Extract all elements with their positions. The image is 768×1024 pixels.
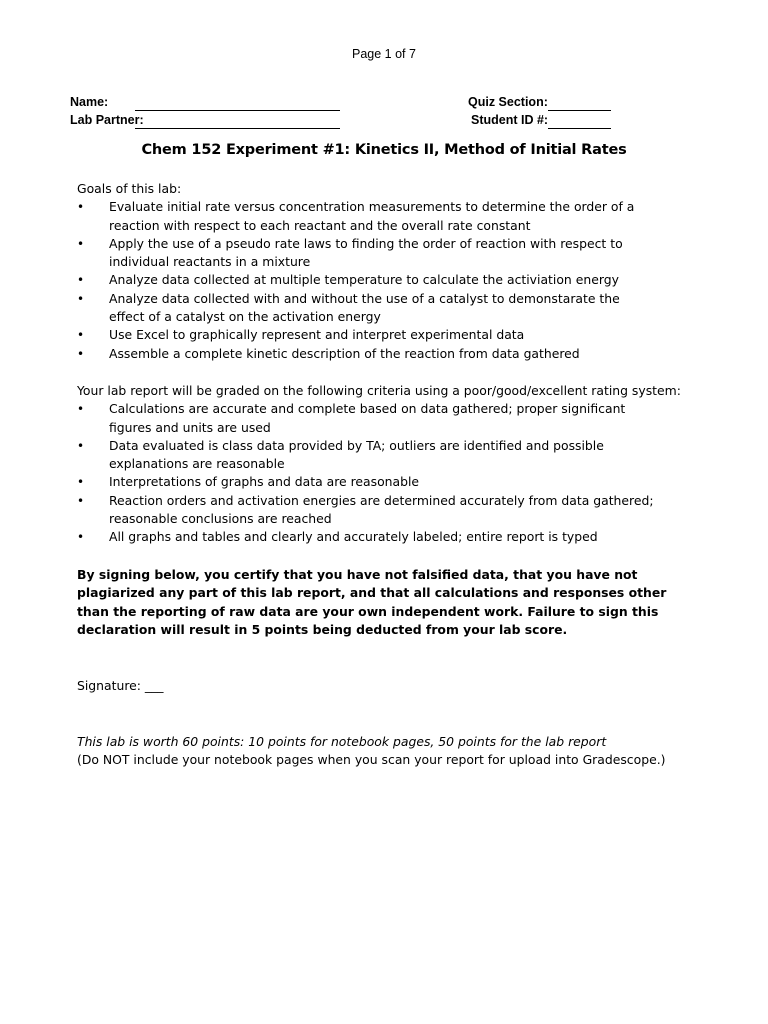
bullet-icon: • <box>77 493 85 508</box>
criteria-list <box>77 400 662 546</box>
list-item <box>77 290 657 327</box>
list-item-text: Use Excel to graphically represent and interpret experimental data <box>109 327 525 343</box>
bullet-icon: • <box>77 530 85 545</box>
bullet-icon: • <box>77 291 85 306</box>
student-id-label: Student ID #: <box>471 113 549 127</box>
bullet-icon: • <box>77 475 85 490</box>
name-label: Name: <box>70 95 109 109</box>
page-number: Page 1 of 7 <box>352 47 416 61</box>
list-item-text: Calculations are accurate and complete based on data gathered; proper significant figures and units are used <box>109 401 626 435</box>
list-item <box>77 473 662 491</box>
list-item <box>77 235 657 272</box>
bullet-icon: • <box>77 438 85 453</box>
bullet-icon: • <box>77 200 85 215</box>
bullet-icon: • <box>77 236 85 251</box>
quiz-section-label: Quiz Section: <box>468 95 548 109</box>
bullet-icon: • <box>77 402 85 417</box>
academic-integrity-declaration: By signing below, you certify that you have not falsified data, that you have not plagiarized any part of this lab report, and that all calculations and responses other than the reporting of raw data are your own independent work. Failure to sign this declaration will result in 5 points being deducted from your lab score. <box>77 567 667 637</box>
list-item-text: Interpretations of graphs and data are reasonable <box>109 474 420 490</box>
criteria-section <box>77 382 681 547</box>
list-item-text: Apply the use of a pseudo rate laws to finding the order of reaction with respect to individual reactants in a mixture <box>109 235 623 270</box>
goals-heading: Goals of this lab: <box>77 181 182 196</box>
student-id-field[interactable] <box>548 128 611 129</box>
list-item-text: Analyze data collected with and without the use of a catalyst to demonstarate the effect of a catalyst on the activation energy <box>109 290 620 325</box>
criteria-heading: Your lab report will be graded on the following criteria using a poor/good/excellent rating system: <box>77 383 681 398</box>
document-title: Chem 152 Experiment #1: Kinetics II, Method of Initial Rates <box>141 142 627 158</box>
goals-section <box>77 180 677 363</box>
bullet-icon: • <box>77 346 85 361</box>
bullet-icon: • <box>77 273 85 288</box>
list-item <box>77 271 657 289</box>
list-item-text: Assemble a complete kinetic description of the reaction from data gathered <box>109 345 580 361</box>
list-item-text: All graphs and tables and clearly and accurately labeled; entire report is typed <box>109 529 598 545</box>
goals-list <box>77 198 657 363</box>
list-item-text: Reaction orders and activation energies are determined accurately from data gathered; reasonable conclusions are reached <box>109 492 654 527</box>
list-item-text: Evaluate initial rate versus concentration measurements to determine the order of a reaction with respect to each reactant and the overall rate constant <box>109 199 635 233</box>
list-item <box>77 437 662 474</box>
list-item-text: Analyze data collected at multiple temperature to calculate the activiation energy <box>109 272 619 288</box>
lab-partner-field[interactable] <box>135 128 340 129</box>
quiz-section-field[interactable] <box>548 110 611 111</box>
points-note: This lab is worth 60 points: 10 points for notebook pages, 50 points for the lab report <box>77 734 607 749</box>
list-item <box>77 492 662 529</box>
scan-note: (Do NOT include your notebook pages when you scan your report for upload into Gradescope.) <box>77 752 666 767</box>
lab-partner-label: Lab Partner: <box>70 113 144 127</box>
signature-line[interactable]: Signature: ___ <box>77 678 164 693</box>
list-item-text: Data evaluated is class data provided by TA; outliers are identified and possible explanations are reasonable <box>109 437 604 472</box>
bullet-icon: • <box>77 328 85 343</box>
list-item <box>77 198 657 235</box>
list-item <box>77 345 657 363</box>
list-item <box>77 326 657 344</box>
name-field[interactable] <box>135 110 340 111</box>
list-item <box>77 400 662 437</box>
list-item <box>77 528 662 546</box>
